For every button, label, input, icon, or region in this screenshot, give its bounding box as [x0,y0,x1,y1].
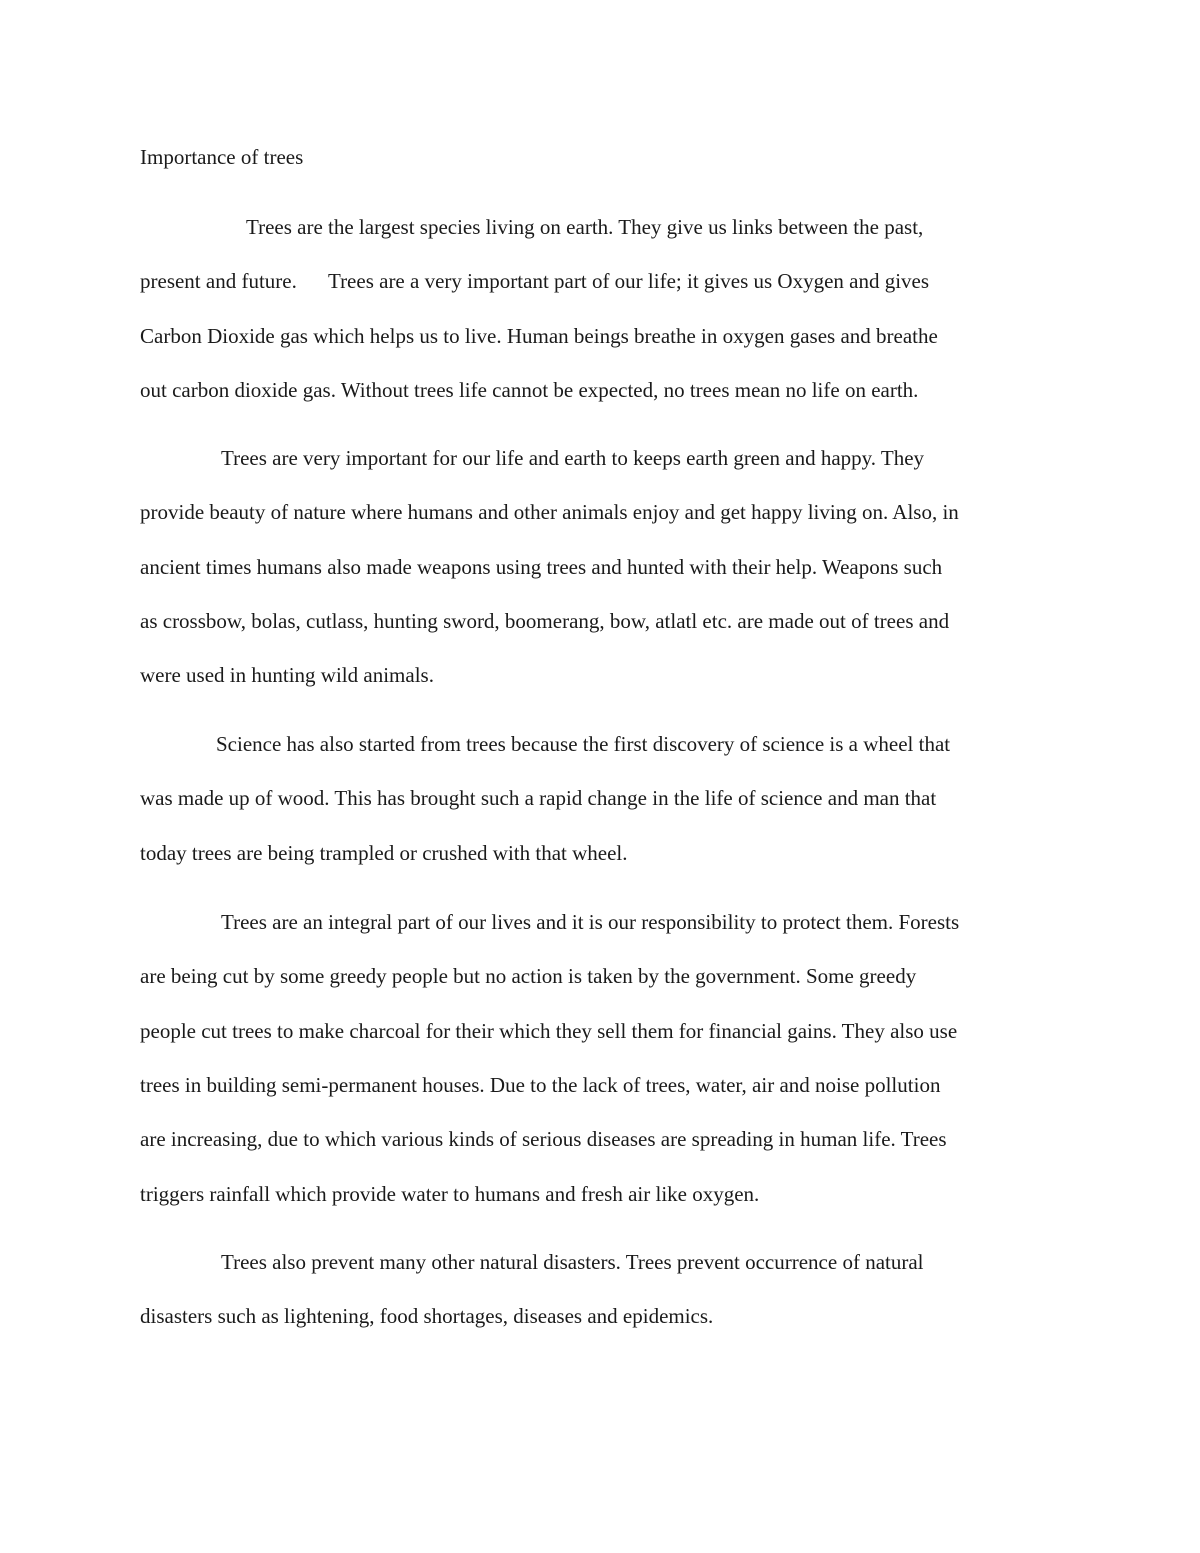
paragraph-2-line-4: as crossbow, bolas, cutlass, hunting sword, boomerang, bow, atlatl etc. are made out of trees and [140,609,950,633]
paragraph-2-line-5: were used in hunting wild animals. [140,663,434,687]
paragraph-5-line-1: Trees also prevent many other natural disasters. Trees prevent occurrence of natural [221,1250,924,1274]
paragraph-4-line-6: triggers rainfall which provide water to humans and fresh air like oxygen. [140,1182,760,1206]
paragraph-2-line-3: ancient times humans also made weapons using trees and hunted with their help. Weapons such [140,555,943,579]
paragraph-3-line-1: Science has also started from trees because the first discovery of science is a wheel that [216,732,951,756]
paragraph-4-line-4: trees in building semi-permanent houses. Due to the lack of trees, water, air and noise pollution [140,1073,941,1097]
paragraph-3-line-2: was made up of wood. This has brought such a rapid change in the life of science and man that [140,786,937,810]
paragraph-4-line-2: are being cut by some greedy people but no action is taken by the government. Some greedy [140,964,917,988]
paragraph-1-line-3: Carbon Dioxide gas which helps us to live. Human beings breathe in oxygen gases and breathe [140,324,938,348]
paragraph-5-line-2: disasters such as lightening, food shortages, diseases and epidemics. [140,1304,714,1328]
document-title: Importance of trees [140,145,304,169]
paragraph-1-line-2: present and future. Trees are a very important part of our life; it gives us Oxygen and gives [140,269,930,293]
paragraph-1-line-4: out carbon dioxide gas. Without trees life cannot be expected, no trees mean no life on earth. [140,378,919,402]
paragraph-2-line-2: provide beauty of nature where humans and other animals enjoy and get happy living on. Also, in [140,500,959,524]
paragraph-4-line-5: are increasing, due to which various kinds of serious diseases are spreading in human life. Trees [140,1127,947,1151]
paragraph-1-line-1: Trees are the largest species living on earth. They give us links between the past, [246,215,924,239]
paragraph-4-line-1: Trees are an integral part of our lives and it is our responsibility to protect them. Forests [221,910,960,934]
paragraph-4-line-3: people cut trees to make charcoal for their which they sell them for financial gains. They also use [140,1019,958,1043]
paragraph-3-line-3: today trees are being trampled or crushed with that wheel. [140,841,628,865]
paragraph-2-line-1: Trees are very important for our life and earth to keeps earth green and happy. They [221,446,925,470]
